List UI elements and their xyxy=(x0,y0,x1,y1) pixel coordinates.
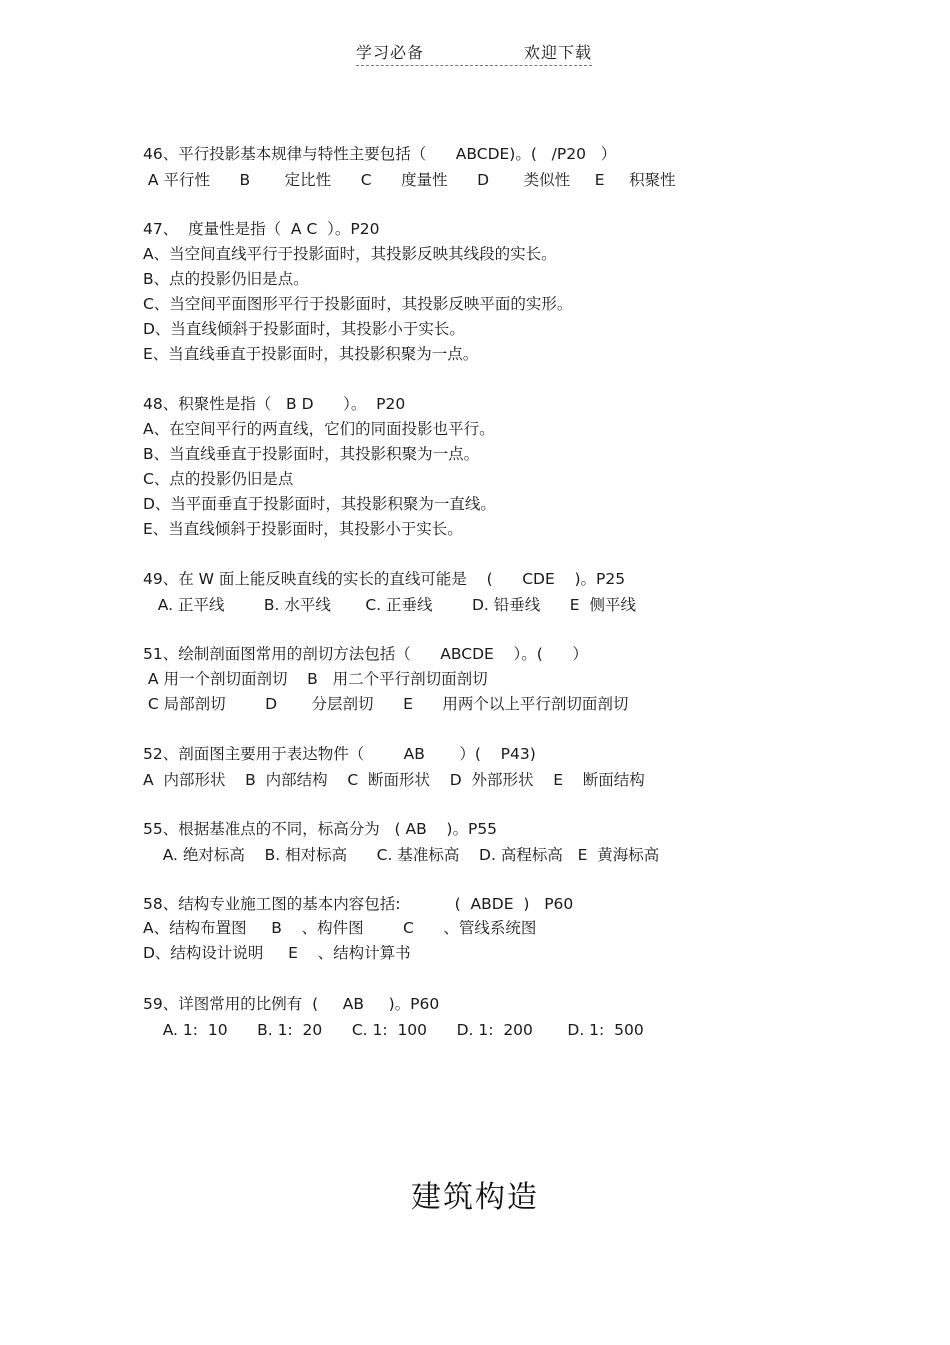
question-58-stem: 58、结构专业施工图的基本内容包括: ( ABDE ) P60 xyxy=(143,895,574,913)
question-51-options-1: A 用一个剖切面剖切 B 用二个平行剖切面剖切 xyxy=(143,670,488,688)
question-52-stem: 52、剖面图主要用于表达物件（ AB ）( P43) xyxy=(143,745,536,763)
page-header xyxy=(356,40,592,66)
question-55-stem: 55、根据基准点的不同，标高分为 ( AB )。P55 xyxy=(143,820,498,838)
question-59-options: A. 1: 10 B. 1: 20 C. 1: 100 D. 1: 200 D. 1: 500 xyxy=(143,1021,644,1039)
header-left-text: 学习必备 xyxy=(356,43,425,62)
question-59-stem: 59、详图常用的比例有 ( AB )。P60 xyxy=(143,995,440,1013)
question-46-stem: 46、平行投影基本规律与特性主要包括（ ABCDE)。( /P20 ） xyxy=(143,145,617,163)
question-51-stem: 51、绘制剖面图常用的剖切方法包括（ ABCDE ）。( ） xyxy=(143,645,588,663)
question-48-option-a: A、在空间平行的两直线，它们的同面投影也平行。 xyxy=(143,420,495,438)
question-58-options-1: A、结构布置图 B 、构件图 C 、管线系统图 xyxy=(143,919,537,937)
question-47-option-b: B、点的投影仍旧是点。 xyxy=(143,270,309,288)
question-47-option-a: A、当空间直线平行于投影面时，其投影反映其线段的实长。 xyxy=(143,245,557,263)
question-47-option-c: C、当空间平面图形平行于投影面时，其投影反映平面的实形。 xyxy=(143,295,573,313)
section-title: 建筑构造 xyxy=(411,1180,539,1215)
question-47-option-e: E、当直线垂直于投影面时，其投影积聚为一点。 xyxy=(143,345,479,363)
question-48-option-d: D、当平面垂直于投影面时，其投影积聚为一直线。 xyxy=(143,495,496,513)
question-49-options: A. 正平线 B. 水平线 C. 正垂线 D. 铅垂线 E 侧平线 xyxy=(143,596,636,614)
question-48-option-b: B、当直线垂直于投影面时，其投影积聚为一点。 xyxy=(143,445,480,463)
question-48-option-c: C、点的投影仍旧是点 xyxy=(143,470,294,488)
question-49-stem: 49、在 W 面上能反映直线的实长的直线可能是 ( CDE )。P25 xyxy=(143,570,626,588)
question-48-stem: 48、积聚性是指（ B D ）。 P20 xyxy=(143,395,406,413)
question-55-options: A. 绝对标高 B. 相对标高 C. 基准标高 D. 高程标高 E 黄海标高 xyxy=(143,846,660,864)
question-47-stem: 47、 度量性是指（ A C ）。P20 xyxy=(143,220,380,238)
question-47-option-d: D、当直线倾斜于投影面时，其投影小于实长。 xyxy=(143,320,465,338)
question-46-options: A 平行性 B 定比性 C 度量性 D 类似性 E 积聚性 xyxy=(143,171,676,189)
question-48-option-e: E、当直线倾斜于投影面时，其投影小于实长。 xyxy=(143,520,463,538)
question-51-options-2: C 局部剖切 D 分层剖切 E 用两个以上平行剖切面剖切 xyxy=(143,695,629,713)
question-58-options-2: D、结构设计说明 E 、结构计算书 xyxy=(143,944,411,962)
question-52-options: A 内部形状 B 内部结构 C 断面形状 D 外部形状 E 断面结构 xyxy=(143,771,645,789)
header-right-text: 欢迎下载 xyxy=(523,43,592,62)
